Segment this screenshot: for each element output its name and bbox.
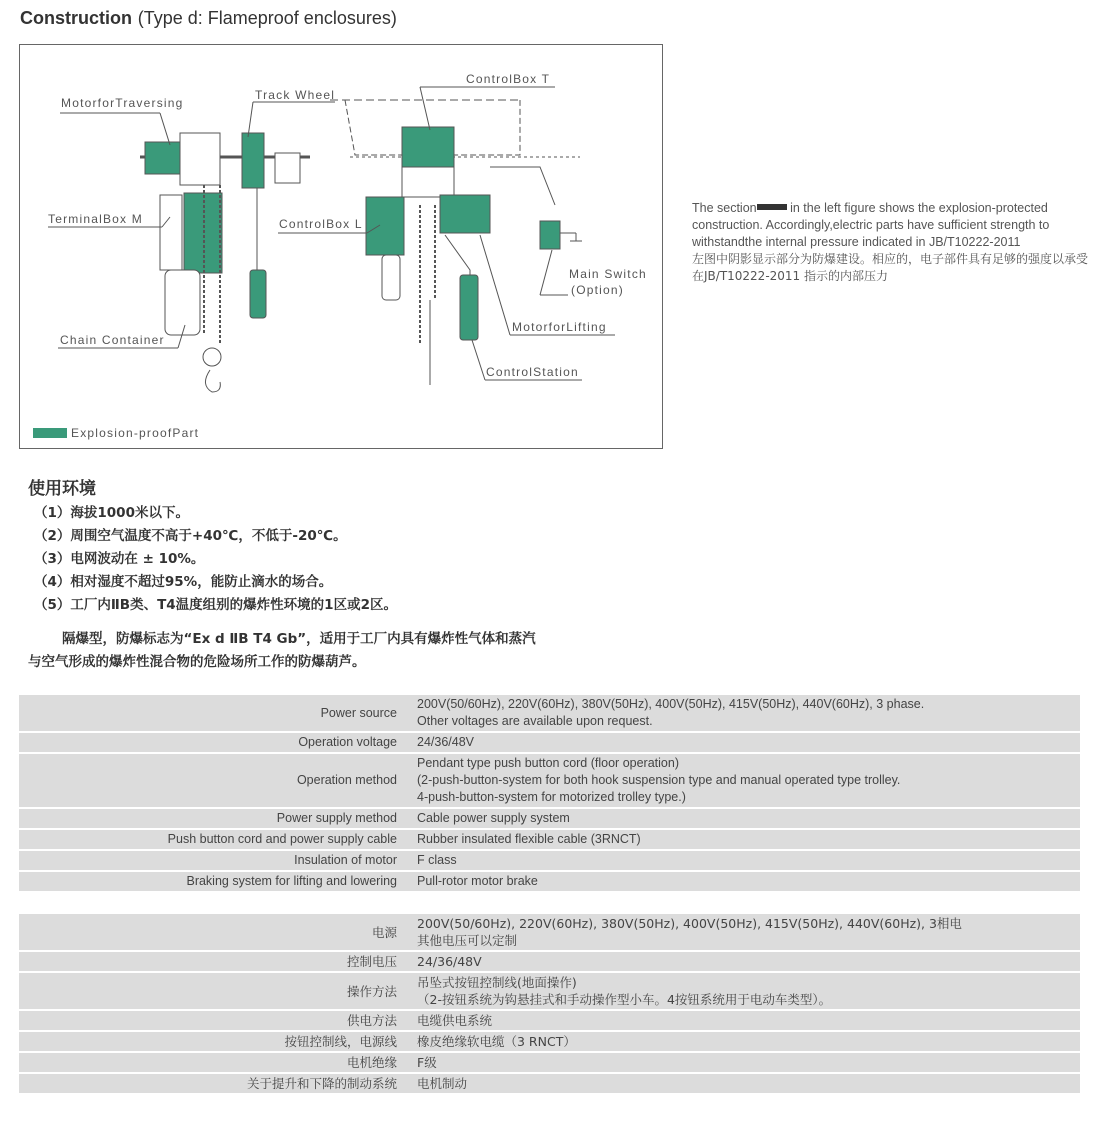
- environment-item: （3）电网波动在 ± 10%。: [34, 551, 205, 567]
- label-control-station: ControlStation: [486, 365, 579, 379]
- label-terminal-box-m: TerminalBox M: [48, 212, 143, 226]
- spec-value-line: Pull-rotor motor brake: [417, 874, 538, 888]
- spec-row: [19, 972, 1080, 1010]
- environment-item: （1）海拔1000米以下。: [34, 505, 189, 521]
- environment-paragraph: [28, 628, 668, 674]
- spec-value: [417, 1073, 1080, 1094]
- side-note-cn: 左图中阴影显示部分为防爆建设。相应的，电子部件具有足够的强度以承受在JB/T10222-2011 指示的内部压力: [692, 252, 1089, 283]
- construction-figure: [19, 44, 663, 449]
- spec-value-line: 电机制动: [417, 1076, 468, 1091]
- environment-item: （4）相对湿度不超过95%，能防止滴水的场合。: [34, 574, 333, 590]
- spec-value: [417, 972, 1080, 1010]
- legend-swatch: [33, 428, 67, 438]
- spec-key: Braking system for lifting and lowering: [19, 871, 417, 892]
- side-note-en-rest: in the left figure shows the explosion-protected construction. Accordingly,electric parts have sufficient strength to withstandthe internal pressure indicated in JB/T10222-2011: [692, 201, 1050, 249]
- spec-value-line: Other voltages are available upon request.: [417, 714, 653, 728]
- label-main-switch: Main Switch: [569, 267, 647, 281]
- spec-key: Power source: [19, 695, 417, 732]
- spec-key: 操作方法: [19, 972, 417, 1010]
- legend: [33, 426, 199, 440]
- spec-value: [417, 914, 1080, 951]
- side-note: [692, 200, 1092, 285]
- paragraph-line-2: 与空气形成的爆炸性混合物的危险场所工作的防爆葫芦。: [28, 654, 366, 670]
- spec-table-en: [19, 695, 1080, 893]
- right-control-station-part: [460, 275, 478, 340]
- spec-row: [19, 695, 1080, 732]
- spec-row: [19, 1010, 1080, 1031]
- spec-row: [19, 850, 1080, 871]
- spec-value-line: 橡皮绝缘软电缆（3 RNCT）: [417, 1034, 576, 1049]
- spec-value-line: F级: [417, 1055, 437, 1070]
- spec-value: [417, 850, 1080, 871]
- title-bold: Construction: [20, 8, 132, 28]
- label-control-box-l: ControlBox L: [279, 217, 363, 231]
- spec-row: [19, 1073, 1080, 1094]
- spec-value-line: （2-按钮系统为钩悬挂式和手动操作型小车。4按钮系统用于电动车类型）。: [417, 992, 832, 1007]
- spec-value-line: 24/36/48V: [417, 735, 474, 749]
- environment-title: 使用环境: [28, 479, 96, 499]
- control-box-l-right-part: [366, 197, 404, 255]
- spec-row: [19, 808, 1080, 829]
- side-note-en-start: The section: [692, 201, 757, 215]
- spec-key: Insulation of motor: [19, 850, 417, 871]
- label-control-box-t: ControlBox T: [466, 72, 551, 86]
- control-box-t-part: [402, 127, 454, 167]
- spec-value: [417, 732, 1080, 753]
- environment-list: [34, 502, 397, 617]
- spec-value: [417, 871, 1080, 892]
- spec-row: [19, 871, 1080, 892]
- spec-value: [417, 808, 1080, 829]
- spec-row: [19, 951, 1080, 972]
- paragraph-line-1: 隔爆型，防爆标志为“Ex d ⅡB T4 Gb”，适用于工厂内具有爆炸性气体和蒸汽: [62, 631, 536, 647]
- spec-key: Operation voltage: [19, 732, 417, 753]
- spec-value-line: 4-push-button-system for motorized trolley type.): [417, 790, 686, 804]
- spec-row: [19, 829, 1080, 850]
- title-rest: (Type d: Flameproof enclosures): [137, 8, 397, 28]
- spec-key: 电机绝缘: [19, 1052, 417, 1073]
- label-track-wheel: Track Wheel: [255, 88, 336, 102]
- spec-table-cn: [19, 914, 1080, 1095]
- spec-key: 按钮控制线，电源线: [19, 1031, 417, 1052]
- environment-item: （2）周围空气温度不高于+40℃，不低于-20℃。: [34, 528, 347, 544]
- spec-value: [417, 1031, 1080, 1052]
- spec-key: 关于提升和下降的制动系统: [19, 1073, 417, 1094]
- label-chain-container: Chain Container: [60, 333, 165, 347]
- spec-row: [19, 1031, 1080, 1052]
- spec-value-line: 其他电压可以定制: [417, 933, 518, 948]
- spec-key: 控制电压: [19, 951, 417, 972]
- spec-row: [19, 914, 1080, 951]
- spec-value-line: 24/36/48V: [417, 954, 482, 969]
- environment-item: （5）工厂内ⅡB类、T4温度组别的爆炸性环境的1区或2区。: [34, 597, 397, 613]
- spec-value: [417, 951, 1080, 972]
- lifting-motor-part: [440, 195, 490, 233]
- label-main-switch-option: (Option): [571, 283, 624, 297]
- spec-value-line: F class: [417, 853, 457, 867]
- spec-key: 供电方法: [19, 1010, 417, 1031]
- left-control-station-part: [250, 270, 266, 318]
- main-switch-part: [540, 221, 560, 249]
- spec-value: [417, 1010, 1080, 1031]
- spec-value: [417, 1052, 1080, 1073]
- control-box-l-part: [242, 133, 264, 188]
- spec-value: [417, 753, 1080, 808]
- spec-value-line: 200V(50/60Hz), 220V(60Hz), 380V(50Hz), 400V(50Hz), 415V(50Hz), 440V(60Hz), 3 phase.: [417, 697, 925, 711]
- spec-key: Push button cord and power supply cable: [19, 829, 417, 850]
- spec-value-line: 吊坠式按钮控制线(地面操作): [417, 975, 577, 990]
- hoist-diagram: [20, 45, 662, 448]
- spec-value: [417, 829, 1080, 850]
- label-motor-lifting: MotorforLifting: [512, 320, 607, 334]
- traversing-motor-part: [145, 142, 180, 174]
- spec-value-line: Rubber insulated flexible cable (3RNCT): [417, 832, 641, 846]
- label-motor-traversing: MotorforTraversing: [61, 96, 184, 110]
- spec-value-line: 电缆供电系统: [417, 1013, 493, 1028]
- spec-value-line: (2-push-button-system for both hook suspension type and manual operated type trolley.: [417, 773, 901, 787]
- legend-label: Explosion-proofPart: [71, 426, 200, 440]
- spec-row: [19, 732, 1080, 753]
- spec-value-line: 200V(50/60Hz), 220V(60Hz), 380V(50Hz), 400V(50Hz), 415V(50Hz), 440V(60Hz), 3相电: [417, 916, 962, 931]
- section-title: [20, 8, 397, 29]
- spec-key: 电源: [19, 914, 417, 951]
- spec-value: [417, 695, 1080, 732]
- spec-row: [19, 753, 1080, 808]
- spec-key: Power supply method: [19, 808, 417, 829]
- shaded-marker: [757, 204, 787, 210]
- spec-key: Operation method: [19, 753, 417, 808]
- side-note-en: [692, 200, 1092, 251]
- spec-value-line: Cable power supply system: [417, 811, 570, 825]
- spec-value-line: Pendant type push button cord (floor operation): [417, 756, 679, 770]
- spec-row: [19, 1052, 1080, 1073]
